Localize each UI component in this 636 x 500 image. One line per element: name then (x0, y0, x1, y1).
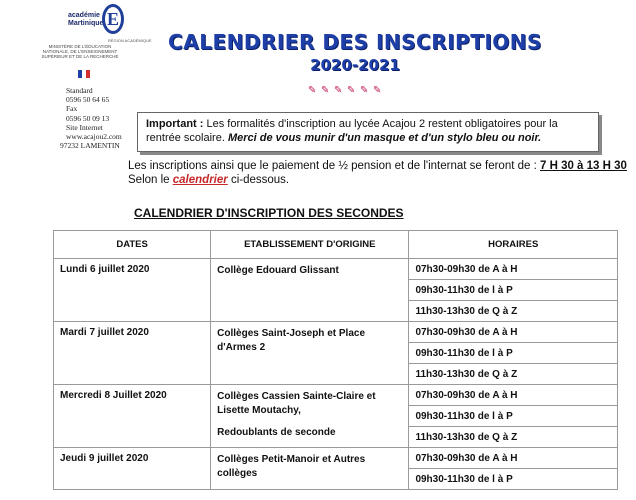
row-etablissement (211, 385, 409, 448)
pencil-icon: ✎ (347, 85, 356, 96)
slot-group: de l à P (477, 410, 513, 422)
slot-time: 09h30-11h30 (415, 284, 475, 296)
table-row (54, 448, 618, 469)
fax-value: 0596 50 09 13 (66, 113, 110, 123)
logo-text (68, 12, 103, 28)
page-subtitle: 2020-2021 (310, 56, 400, 74)
logo-region: RÉGION ACADÉMIQUE (108, 38, 152, 43)
calendar-link[interactable]: calendrier (172, 174, 228, 186)
slot-group: de l à P (477, 473, 513, 485)
schedule-table (53, 230, 618, 490)
time-slot (409, 448, 618, 469)
info-line-1 (128, 160, 627, 172)
slot-time: 09h30-11h30 (415, 347, 475, 359)
slot-group: de A à H (478, 263, 518, 275)
info-line-2-prefix: Selon le (128, 174, 173, 186)
slot-group: de A à H (478, 389, 518, 401)
time-slot (409, 280, 618, 301)
slot-group: de A à H (478, 326, 518, 338)
info-hours: 7 H 30 à 13 H 30 (539, 160, 627, 172)
french-flag-icon (78, 70, 90, 78)
ministry-text: MINISTÈRE DE L'ÉDUCATION NATIONALE, DE L'ENSEIGNEMENT SUPÉRIEUR ET DE LA RECHERCHE (41, 44, 119, 59)
pencil-icon: ✎ (373, 85, 382, 96)
time-slot (409, 427, 618, 448)
slot-group: de A à H (478, 452, 518, 464)
table-header-row (54, 231, 618, 259)
time-slot (409, 343, 618, 364)
etablissement-name: Collèges Cassien Sainte-Claire et Lisette Moutachy, (217, 391, 376, 416)
etablissement-name: Collèges Petit-Manoir et Autres collèges (217, 454, 366, 479)
info-line-2 (128, 174, 289, 186)
standard-value: 0596 50 64 65 (66, 95, 110, 105)
header-horaires: HORAIRES (409, 231, 618, 259)
slot-group: de Q à Z (477, 368, 518, 380)
section-title: CALENDRIER D'INSCRIPTION DES SECONDES (134, 206, 404, 220)
slot-time: 07h30-09h30 (415, 389, 476, 401)
important-notice (137, 112, 599, 152)
city: 97232 LAMENTIN (60, 141, 120, 151)
logo-line-1: académie (68, 12, 100, 19)
etablissement-name: Collège Edouard Glissant (217, 265, 339, 276)
table-row (54, 259, 618, 280)
slot-time: 11h30-13h30 (415, 368, 475, 380)
header-etablissement: ETABLISSEMENT D'ORIGINE (211, 231, 409, 259)
slot-group: de Q à Z (477, 431, 518, 443)
slot-group: de l à P (477, 284, 513, 296)
notice-emphasis: Merci de vous munir d'un masque et d'un stylo bleu ou noir. (227, 132, 542, 144)
page-title: CALENDRIER DES INSCRIPTIONS (168, 30, 542, 54)
notice-label: Important : (146, 118, 204, 130)
slot-time: 11h30-13h30 (415, 431, 475, 443)
logo-line-2: Martinique (68, 20, 104, 27)
row-etablissement (211, 448, 409, 490)
table-row (54, 322, 618, 343)
slot-group: de Q à Z (477, 305, 518, 317)
time-slot (409, 259, 618, 280)
site-link[interactable]: www.acajou2.com (66, 132, 122, 142)
header-dates: DATES (54, 231, 211, 259)
slot-time: 07h30-09h30 (415, 263, 476, 275)
slot-time: 07h30-09h30 (415, 326, 476, 338)
row-etablissement (211, 322, 409, 385)
notice-text: Les formalités d'inscription au lycée Acajou 2 restent obligatoires pour la rentrée scolaire. (146, 118, 558, 144)
fax-label: Fax (66, 104, 78, 114)
row-date: Jeudi 9 juillet 2020 (54, 448, 211, 490)
info-line-1-text: Les inscriptions ainsi que le paiement de ½ pension et de l'internat se feront de : (128, 160, 540, 172)
time-slot (409, 301, 618, 322)
etablissement-extra: Redoublants de seconde (217, 427, 336, 438)
time-slot (409, 322, 618, 343)
time-slot (409, 469, 618, 490)
contact-block (60, 86, 122, 151)
standard-label: Standard (66, 86, 93, 95)
info-line-2-suffix: ci-dessous. (227, 174, 290, 186)
slot-time: 07h30-09h30 (415, 452, 476, 464)
pencil-icon: ✎ (321, 85, 330, 96)
academy-e-icon: E (102, 4, 124, 34)
row-date: Mercredi 8 Juillet 2020 (54, 385, 211, 448)
slot-time: 09h30-11h30 (415, 410, 475, 422)
slot-time: 09h30-11h30 (415, 473, 475, 485)
table-row (54, 385, 618, 406)
slot-group: de l à P (477, 347, 513, 359)
time-slot (409, 385, 618, 406)
pencil-icon: ✎ (308, 85, 317, 96)
etablissement-name: Collèges Saint-Joseph et Place d'Armes 2 (217, 328, 365, 353)
row-etablissement (211, 259, 409, 322)
site-label: Site Internet (66, 122, 103, 132)
slot-time: 11h30-13h30 (415, 305, 475, 317)
time-slot (409, 406, 618, 427)
pencil-icon: ✎ (360, 85, 369, 96)
row-date: Lundi 6 juillet 2020 (54, 259, 211, 322)
row-date: Mardi 7 juillet 2020 (54, 322, 211, 385)
pencil-row (308, 86, 382, 95)
time-slot (409, 364, 618, 385)
pencil-icon: ✎ (334, 85, 343, 96)
